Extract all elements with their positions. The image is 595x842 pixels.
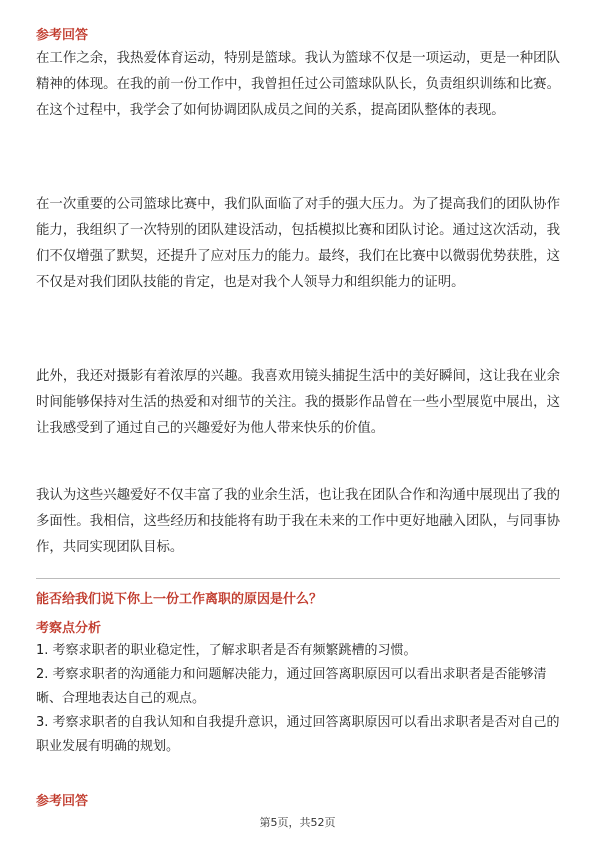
interview-question: 能否给我们说下你上一份工作离职的原因是什么？ xyxy=(36,592,323,607)
reference-answer-heading: 参考回答 xyxy=(36,28,89,43)
page-number: 第5页，共52页 xyxy=(259,816,336,829)
answer-paragraph-4: 我认为这些兴趣爱好不仅丰富了我的业余生活，也让我在团队合作和沟通中展现出了我的多面性。我相信，这些经历和技能将有助于我在未来的工作中更好地融入团队，与同事协作，共同实现团队目标。 xyxy=(36,488,560,555)
answer-paragraph-2: 在一次重要的公司篮球比赛中，我们队面临了对手的强大压力。为了提高我们的团队协作能力，我组织了一次特别的团队建设活动，包括模拟比赛和团队讨论。通过这次活动，我们不仅增强了默契，还提升了应对压力的能力。最终，我们在比赛中以微弱优势获胜，这不仅是对我们团队技能的肯定，也是对我个人领导力和组织能力的证明。 xyxy=(36,197,560,290)
analysis-heading: 考察点分析 xyxy=(36,621,102,636)
answer-paragraph-3: 此外，我还对摄影有着浓厚的兴趣。我喜欢用镜头捕捉生活中的美好瞬间，这让我在业余时间能够保持对生活的热爱和对细节的关注。我的摄影作品曾在一些小型展览中展出，这让我感受到了通过自己的兴趣爱好为他人带来快乐的价值。 xyxy=(36,369,560,436)
answer-paragraph-1: 在工作之余，我热爱体育运动，特别是篮球。我认为篮球不仅是一项运动，更是一种团队精神的体现。在我的前一份工作中，我曾担任过公司篮球队队长，负责组织训练和比赛。在这个过程中，我学会了如何协调团队成员之间的关系，提高团队整体的表现。 xyxy=(36,51,560,118)
section-divider xyxy=(36,578,560,579)
analysis-list xyxy=(36,639,560,759)
list-item: 1. 考察求职者的职业稳定性，了解求职者是否有频繁跳槽的习惯。 xyxy=(36,643,417,658)
list-item: 2. 考察求职者的沟通能力和问题解决能力，通过回答离职原因可以看出求职者是否能够清晰、合理地表达自己的观点。 xyxy=(36,667,547,706)
list-item: 3. 考察求职者的自我认知和自我提升意识，通过回答离职原因可以看出求职者是否对自己的职业发展有明确的规划。 xyxy=(36,715,560,754)
reference-answer-heading-2: 参考回答 xyxy=(36,794,89,809)
